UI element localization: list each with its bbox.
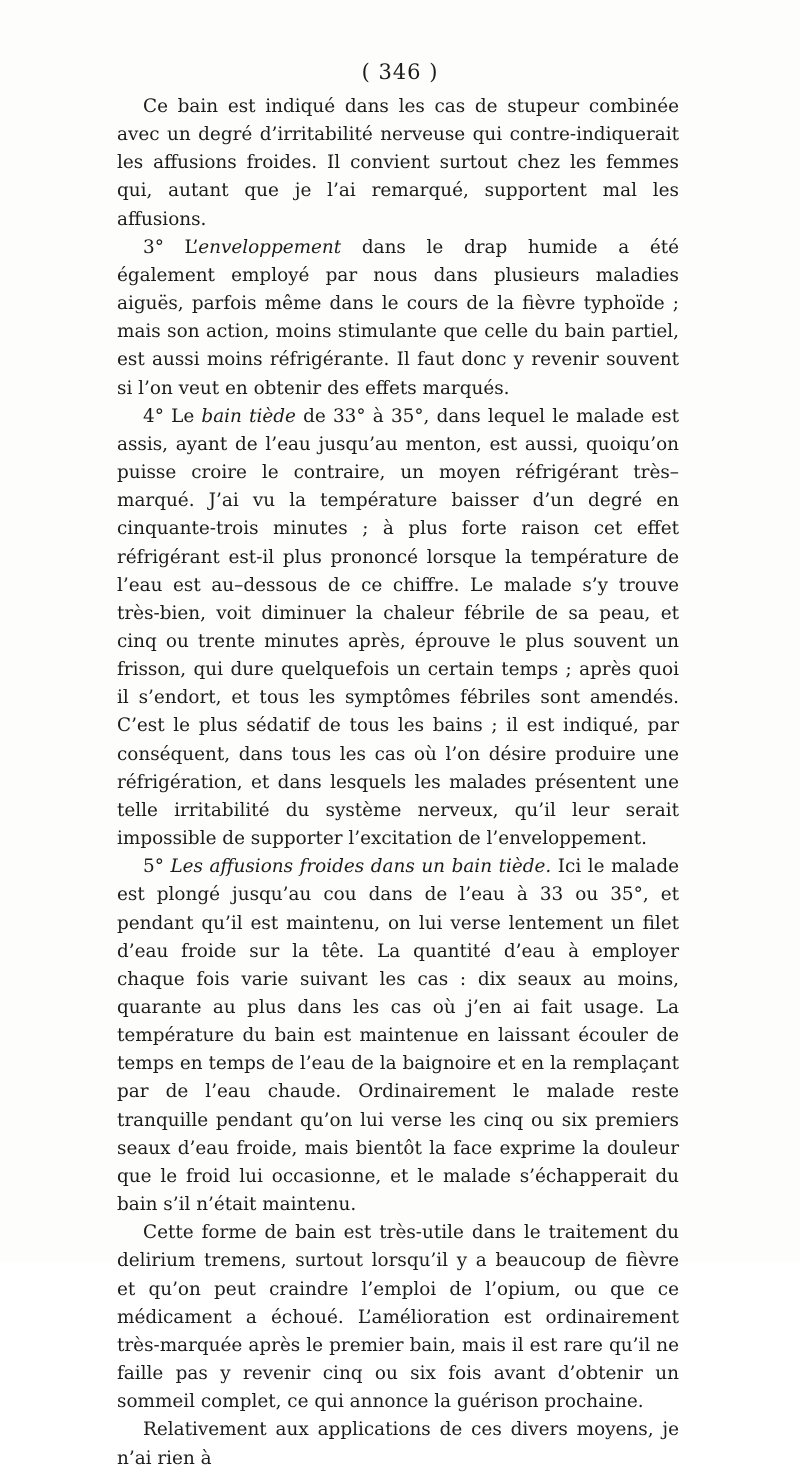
paragraph-text: dans le drap humide a été également employé par nous dans plusieurs maladies aiguës, parfois même dans le cours de la fièvre typhoïde ; mais son action, moins stimulante que celle du bain partiel, est aussi moins réfrigérante. Il faut donc y revenir souvent si l’on veut en obtenir des effets marqués.: [117, 236, 680, 399]
paragraph-text: Ce bain est indiqué dans les cas de stupeur combinée avec un degré d’irritabilité nerveuse qui contre-indiquerait les affusions froides. Il convient surtout chez les femmes qui, autant que je l’ai remarqué, supportent mal les affusions.: [117, 96, 679, 230]
paragraph-text: 4° Le: [143, 405, 202, 427]
italic-term: Les affusions froides dans un bain tiède.: [170, 856, 552, 878]
paragraph-relativement: [117, 1416, 679, 1472]
page-number: ( 346 ): [361, 60, 439, 84]
paragraph-stupor-bath: [117, 93, 679, 234]
paragraph-text: Relativement aux applications de ces divers moyens, je n’ai rien à: [117, 1419, 679, 1469]
paragraph-text: 3° L’: [143, 236, 199, 258]
paragraph-text: 5°: [143, 856, 171, 878]
italic-term: enveloppement: [198, 236, 342, 258]
paragraph-text: de 33° à 35°, dans lequel le malade est assis, ayant de l’eau jusqu’au menton, est aussi, quoiqu’on puisse croire le contraire, un moyen réfrigérant très–marqué. J’ai vu la température baisser d’un degré en cinquante-trois minutes ; à plus forte raison cet effet réfrigérant est-il plus prononcé lorsque la température de l’eau est au–dessous de ce chiffre. Le malade s’y trouve très-bien, voit diminuer la chaleur fébrile de sa peau, et cinq ou trente minutes après, éprouve le plus souvent un frisson, qui dure quelquefois un certain temps ; après quoi il s’endort, et tous les symptômes fébriles sont amendés. C’est le plus sédatif de tous les bains ; il est indiqué, par conséquent, dans tous les cas où l’on désire produire une réfrigération, et dans lesquels les malades présentent une telle irritabilité du système nerveux, qu’il leur serait impossible de supporter l’excitation de l’enveloppement.: [117, 405, 679, 850]
body-text: [117, 93, 679, 1473]
paragraph-text: Cette forme de bain est très-utile dans le traitement du delirium tremens, surtout lorsqu’il y a beaucoup de fièvre et qu’on peut craindre l’emploi de l’opium, ou que ce médicament a échoué. L’amélioration est ordinairement très-marquée après le premier bain, mais il est rare qu’il ne faille pas y revenir cinq ou six fois avant d’obtenir un sommeil complet, ce qui annonce la guérison prochaine.: [117, 1222, 679, 1413]
paragraph-delirium-tremens: [117, 1219, 679, 1416]
paragraph-text: Ici le malade est plongé jusqu’au cou dans de l’eau à 33 ou 35°, et pendant qu’il est maintenu, on lui verse lentement un filet d’eau froide sur la tête. La quantité d’eau à employer chaque fois varie suivant les cas : dix seaux au moins, quarante au plus dans les cas où j’en ai fait usage. La température du bain est maintenue en laissant écouler de temps en temps de l’eau de la baignoire et en la remplaçant par de l’eau chaude. Ordinairement le malade reste tranquille pendant qu’on lui verse les cinq ou six premiers seaux d’eau froide, mais bientôt la face exprime la douleur que le froid lui occasionne, et le malade s’échapperait du bain s’il n’était maintenu.: [117, 856, 679, 1216]
paragraph-bain-tiede: [117, 403, 679, 854]
paragraph-enveloppement: [117, 234, 679, 403]
paragraph-affusions-froides: [117, 853, 679, 1219]
italic-term: bain tiède: [201, 405, 296, 427]
